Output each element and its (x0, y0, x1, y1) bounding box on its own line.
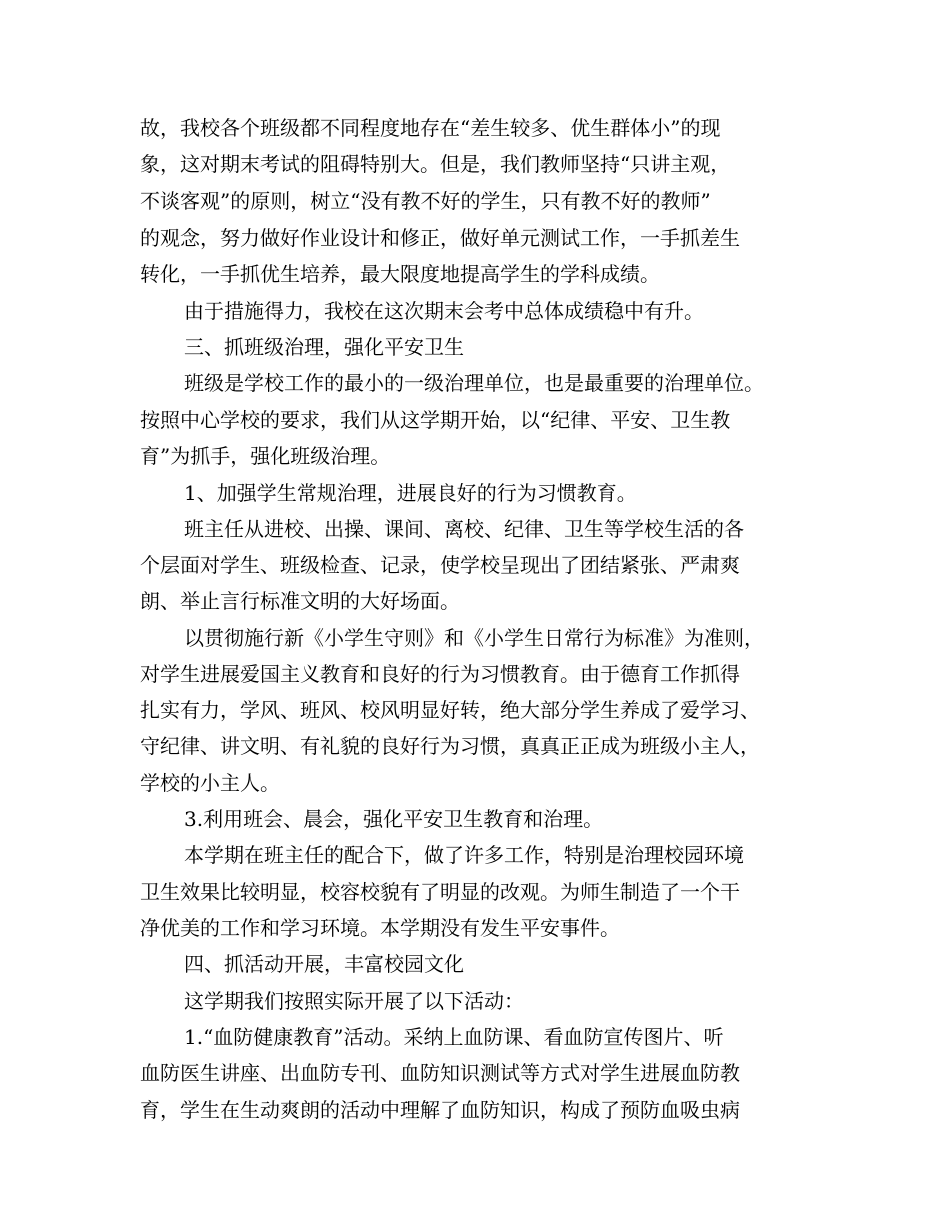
text-line: 按照中心学校的要求，我们从这学期开始，以“纪律、平安、卫生教 (140, 408, 731, 432)
text-line: 朗、举止言行标准文明的大好场面。 (140, 589, 460, 613)
text-line: 不谈客观”的原则，树立“没有教不好的学生，只有教不好的教师” (140, 189, 711, 213)
text-line: 个层面对学生、班级检查、记录，使学校呈现出了团结紧张、严肃爽 (140, 553, 740, 577)
text-line: 班级是学校工作的最小的一级治理单位，也是最重要的治理单位。 (184, 371, 764, 395)
text-line: 班主任从进校、出操、课间、离校、纪律、卫生等学校生活的各 (184, 517, 744, 541)
text-line: 的观念，努力做好作业设计和修正，做好单元测试工作，一手抓差生 (140, 226, 740, 250)
section-heading: 三、抓班级治理，强化平安卫生 (184, 335, 464, 359)
text-line: 守纪律、讲文明、有礼貌的良好行为习惯，真真正正成为班级小主人， (140, 734, 760, 758)
subsection-heading: 3.利用班会、晨会，强化平安卫生教育和治理。 (184, 807, 604, 831)
text-line: 由于措施得力，我校在这次期末会考中总体成绩稳中有升。 (184, 299, 704, 323)
text-line: 这学期我们按照实际开展了以下活动： (184, 989, 524, 1013)
text-line: 对学生进展爱国主义教育和良好的行为习惯教育。由于德育工作抓得 (140, 662, 740, 686)
text-line: 转化，一手抓优生培养，最大限度地提高学生的学科成绩。 (140, 262, 660, 286)
text-line: 以贯彻施行新《小学生守则》和《小学生日常行为标准》为准则， (184, 626, 764, 650)
text-line: 1.“血防健康教育”活动。采纳上血防课、看血防宣传图片、听 (184, 1025, 724, 1049)
text-line: 育，学生在生动爽朗的活动中理解了血防知识，构成了预防血吸虫病 (140, 1098, 740, 1122)
text-line: 本学期在班主任的配合下，做了许多工作，特别是治理校园环境 (184, 843, 744, 867)
text-line: 扎实有力，学风、班风、校风明显好转，绝大部分学生养成了爱学习、 (140, 698, 760, 722)
text-line: 血防医生讲座、出血防专刊、血防知识测试等方式对学生进展血防教 (140, 1061, 740, 1085)
text-line: 卫生效果比较明显，校容校貌有了明显的改观。为师生制造了一个干 (140, 880, 740, 904)
text-line: 育”为抓手，强化班级治理。 (140, 444, 391, 468)
text-line: 故，我校各个班级都不同程度地存在“差生较多、优生群体小”的现 (140, 116, 721, 140)
section-heading: 四、抓活动开展，丰富校园文化 (184, 952, 464, 976)
subsection-heading: 1、加强学生常规治理，进展良好的行为习惯教育。 (184, 481, 637, 505)
text-line: 净优美的工作和学习环境。本学期没有发生平安事件。 (140, 916, 620, 940)
text-line: 象，这对期末考试的阻碍特别大。但是，我们教师坚持“只讲主观， (140, 152, 731, 176)
text-line: 学校的小主人。 (140, 771, 280, 795)
